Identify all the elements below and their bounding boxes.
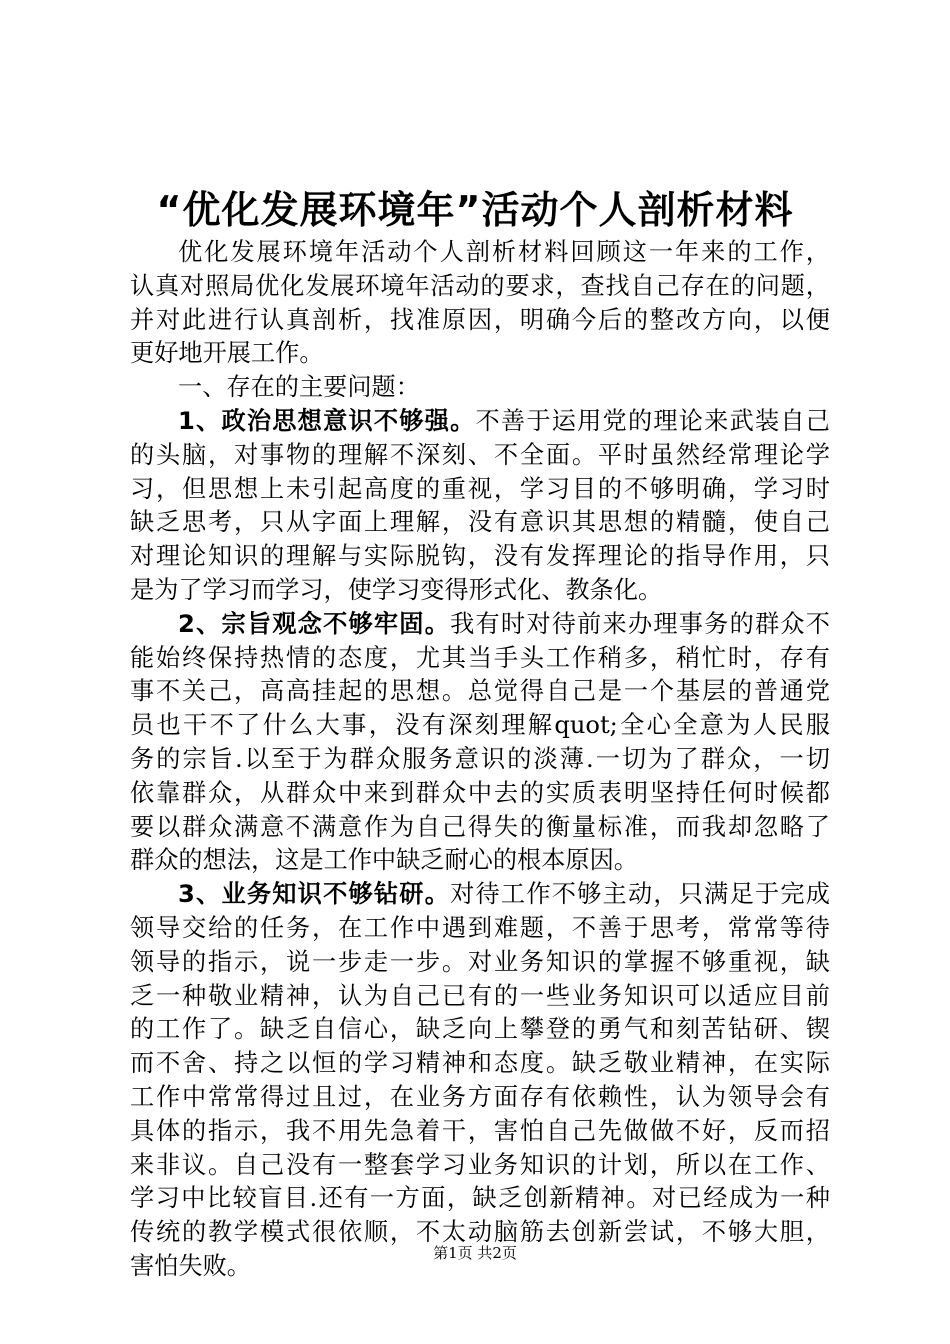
item-line: 能始终保持热情的态度，尤其当手头工作稍多，稍忙时，存有: [130, 643, 830, 672]
section-heading: 一、存在的主要问题：: [178, 373, 420, 402]
intro-line: 优化发展环境年活动个人剖析材料回顾这一年来的工作，: [178, 238, 830, 266]
intro-line: 并对此进行认真剖析，找准原因，明确今后的整改方向，以便: [130, 305, 830, 334]
item-line: 具体的指示，我不用先急着干，害怕自己先做做不好，反而招: [130, 1116, 830, 1145]
item-line: 传统的教学模式很依顺，不太动脑筋去创新尝试，不够大胆，: [130, 1218, 830, 1247]
item-line: 员也干不了什么大事，没有深刻理解quot;全心全意为人民服: [130, 711, 830, 740]
item-text: 不善于运用党的理论来武装自己: [475, 406, 830, 435]
item-heading: 1、政治思想意识不够强。: [178, 406, 476, 435]
item-line: 乏一种敬业精神，认为自己已有的一些业务知识可以适应目前: [130, 981, 830, 1010]
item-line: 害怕失败。: [130, 1251, 251, 1280]
item-line: 群众的想法，这是工作中缺乏耐心的根本原因。: [130, 846, 638, 875]
item-line: 对理论知识的理解与实际脱钩，没有发挥理论的指导作用，只: [130, 542, 830, 571]
intro-line: 更好地开展工作。: [130, 339, 324, 368]
item-text: 对待工作不够主动，只满足于完成: [450, 880, 830, 909]
item-line: 务的宗旨.以至于为群众服务意识的淡薄.一切为了群众，一切: [130, 744, 830, 773]
item-line: 习，但思想上未引起高度的重视，学习目的不够明确，学习时: [130, 474, 830, 503]
item-line: 而不舍、持之以恒的学习精神和态度。缺乏敬业精神，在实际: [130, 1049, 830, 1078]
item-text: 我有时对待前来办理事务的群众不: [450, 609, 830, 638]
item-line: 事不关己，高高挂起的思想。总觉得自己是一个基层的普通党: [130, 677, 830, 706]
page-title: “优化发展环境年”活动个人剖析材料: [156, 188, 794, 232]
item-line: 依靠群众，从群众中来到群众中去的实质表明坚持任何时候都: [130, 778, 830, 807]
item-line: 的工作了。缺乏自信心，缺乏向上攀登的勇气和刻苦钻研、锲: [130, 1015, 830, 1044]
item-first-line: [130, 405, 830, 439]
page-number-footer: 第1页 共2页: [433, 1244, 517, 1262]
item-line: 缺乏思考，只从字面上理解，没有意识其思想的精髓，使自己: [130, 508, 830, 537]
item-line: 学习中比较盲目.还有一方面，缺乏创新精神。对已经成为一种: [130, 1184, 830, 1213]
item-line: 领导的指示，说一步走一步。对业务知识的掌握不够重视，缺: [130, 947, 830, 976]
item-heading: 2、宗旨观念不够牢固。: [178, 609, 451, 638]
item-line: 的头脑，对事物的理解不深刻、不全面。平时虽然经常理论学: [130, 440, 830, 469]
item-first-line: [130, 878, 830, 912]
item-heading: 3、业务知识不够钻研。: [178, 880, 451, 909]
item-line: 是为了学习而学习，使学习变得形式化、教条化。: [130, 575, 663, 604]
item-line: 工作中常常得过且过，在业务方面存有依赖性，认为领导会有: [130, 1082, 830, 1111]
intro-line: 认真对照局优化发展环境年活动的要求，查找自己存在的问题，: [130, 271, 830, 300]
item-line: 领导交给的任务，在工作中遇到难题，不善于思考，常常等待: [130, 913, 830, 942]
document-body: [130, 236, 830, 1284]
item-first-line: [130, 608, 830, 642]
item-line: 要以群众满意不满意作为自己得失的衡量标准，而我却忽略了: [130, 812, 830, 841]
item-line: 来非议。自己没有一整套学习业务知识的计划，所以在工作、: [130, 1150, 830, 1179]
